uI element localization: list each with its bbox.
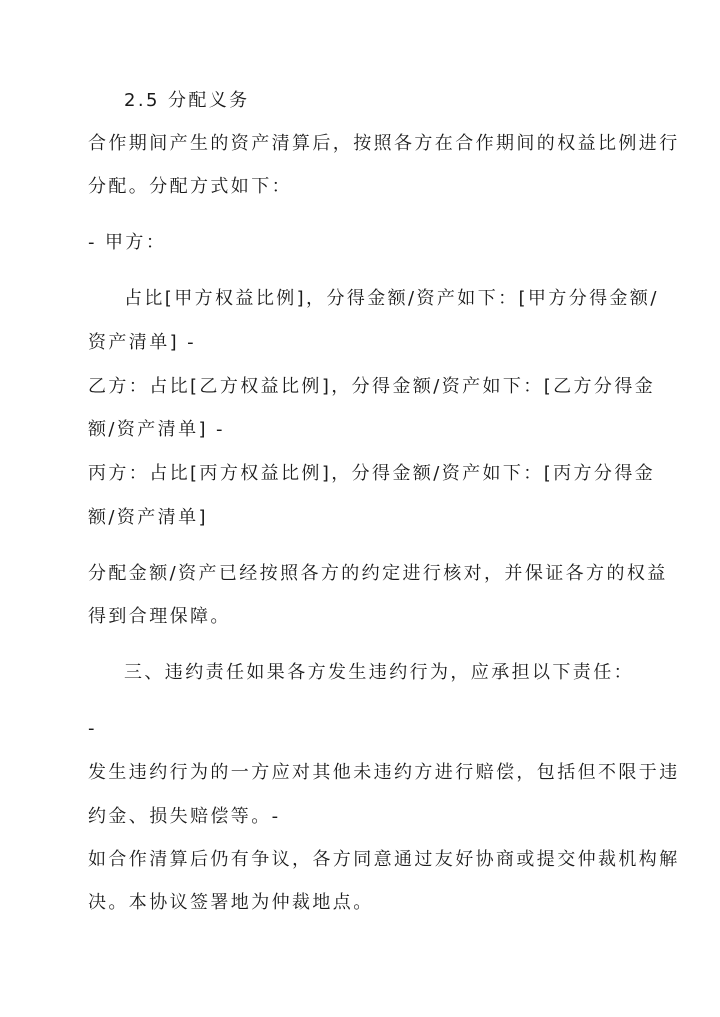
paragraph-line: 资产清单] - [88,332,197,353]
paragraph-line: 如合作清算后仍有争议，各方同意通过友好协商或提交仲裁机构解 [88,849,680,870]
paragraph-line: 占比[甲方权益比例]，分得金额/资产如下：[甲方分得金额/ [124,288,659,309]
paragraph-line: 额/资产清单] [88,507,208,528]
paragraph-line: 合作期间产生的资产清算后，按照各方在合作期间的权益比例进行 [88,133,680,154]
list-item: - 甲方： [88,232,167,253]
section-heading: 三、违约责任如果各方发生违约行为，应承担以下责任： [124,662,634,683]
paragraph-line: 分配。分配方式如下： [88,176,292,197]
paragraph-line: 发生违约行为的一方应对其他未违约方进行赔偿，包括但不限于违 [88,762,680,783]
paragraph-line: 得到合理保障。 [88,606,231,627]
paragraph-line: 约金、损失赔偿等。- [88,806,281,827]
section-heading: 2.5 分配义务 [124,90,250,111]
paragraph-line: 丙方：占比[丙方权益比例]，分得金额/资产如下：[丙方分得金 [88,463,656,484]
paragraph-line: 决。本协议签署地为仲裁地点。 [88,892,374,913]
paragraph-line: 额/资产清单] - [88,419,225,440]
paragraph-line: 分配金额/资产已经按照各方的约定进行核对，并保证各方的权益 [88,563,668,584]
list-item: - [88,718,97,739]
paragraph-line: 乙方：占比[乙方权益比例]，分得金额/资产如下：[乙方分得金 [88,376,656,397]
